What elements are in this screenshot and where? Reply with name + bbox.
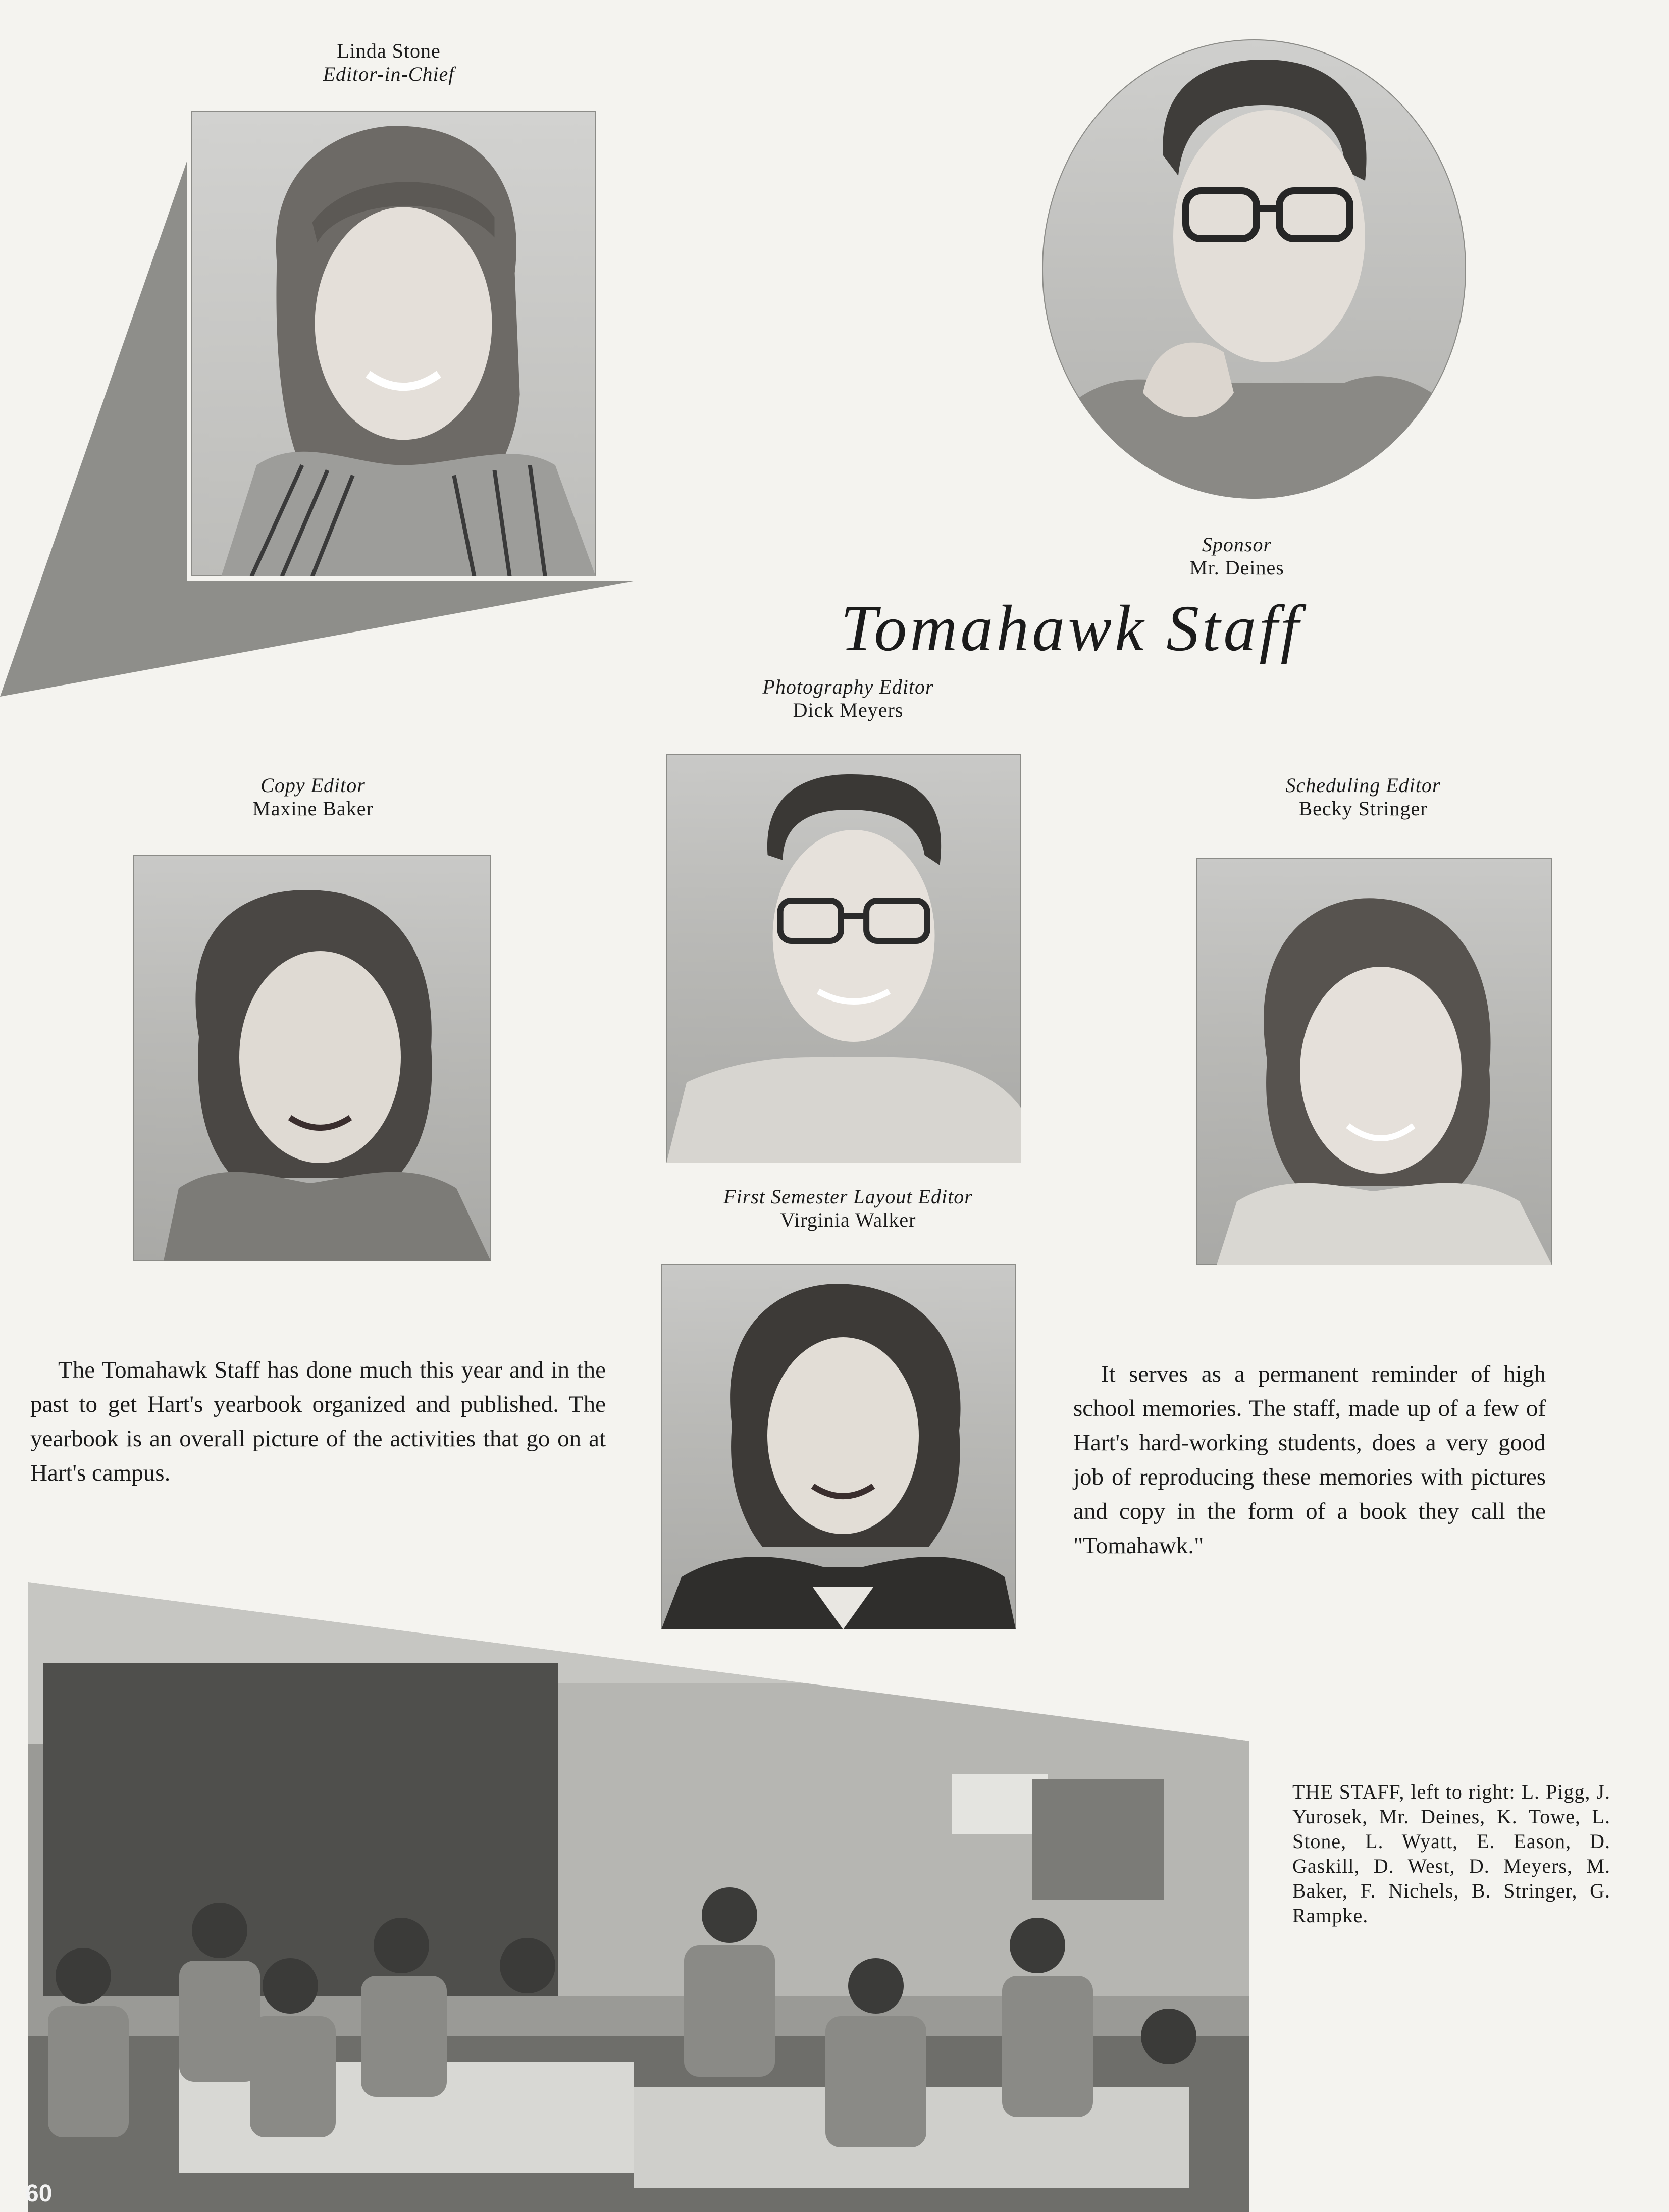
copy-editor-name: Maxine Baker bbox=[252, 797, 374, 820]
closing-paragraph: It serves as a permanent reminder of high school memories. The staff, made up of a few of Hart's hard-working students, does a very good job of reproducing these memories with pictures and copy in the form of a book they call the "Tomahawk." bbox=[1073, 1361, 1546, 1559]
sponsor-photo bbox=[1042, 39, 1466, 499]
sponsor-name: Mr. Deines bbox=[1189, 556, 1284, 579]
page-number: 60 bbox=[25, 2180, 53, 2207]
page-title: Tomahawk Staff bbox=[841, 592, 1302, 665]
layout-editor-caption bbox=[671, 1185, 1025, 1232]
editor-in-chief-caption bbox=[288, 39, 490, 86]
sponsor-role: Sponsor bbox=[1202, 533, 1272, 556]
editor-in-chief-name: Linda Stone bbox=[337, 39, 441, 62]
layout-editor-role: First Semester Layout Editor bbox=[723, 1185, 973, 1208]
copy-editor-role: Copy Editor bbox=[260, 774, 366, 797]
photography-editor-caption bbox=[697, 675, 1000, 722]
layout-editor-photo bbox=[661, 1264, 1016, 1629]
scheduling-editor-name: Becky Stringer bbox=[1298, 797, 1428, 820]
scheduling-editor-photo bbox=[1196, 858, 1552, 1265]
copy-editor-photo bbox=[133, 855, 491, 1261]
layout-editor-name: Virginia Walker bbox=[780, 1208, 916, 1231]
photography-editor-name: Dick Meyers bbox=[793, 699, 904, 721]
photography-editor-role: Photography Editor bbox=[762, 675, 934, 698]
scheduling-editor-caption bbox=[1237, 774, 1489, 820]
scheduling-editor-role: Scheduling Editor bbox=[1285, 774, 1441, 797]
editor-in-chief-photo bbox=[191, 111, 596, 576]
editor-in-chief-role: Editor-in-Chief bbox=[323, 63, 455, 85]
sponsor-caption bbox=[1136, 533, 1338, 580]
photography-editor-photo bbox=[666, 754, 1021, 1163]
intro-paragraph: The Tomahawk Staff has done much this year and in the past to get Hart's yearbook organized and published. The yearbook is an overall picture of the activities that go on at Hart's campus. bbox=[30, 1357, 606, 1486]
copy-editor-caption bbox=[212, 774, 414, 820]
staff-caption: THE STAFF, left to right: L. Pigg, J. Yurosek, Mr. Deines, K. Towe, L. Stone, L. Wyatt, E. Eason, D. Gaskill, D. West, D. Meyers, M. Baker, F. Nichels, B. Stringer, G. Rampke. bbox=[1292, 1780, 1610, 1927]
group-photo bbox=[28, 1582, 1249, 2212]
